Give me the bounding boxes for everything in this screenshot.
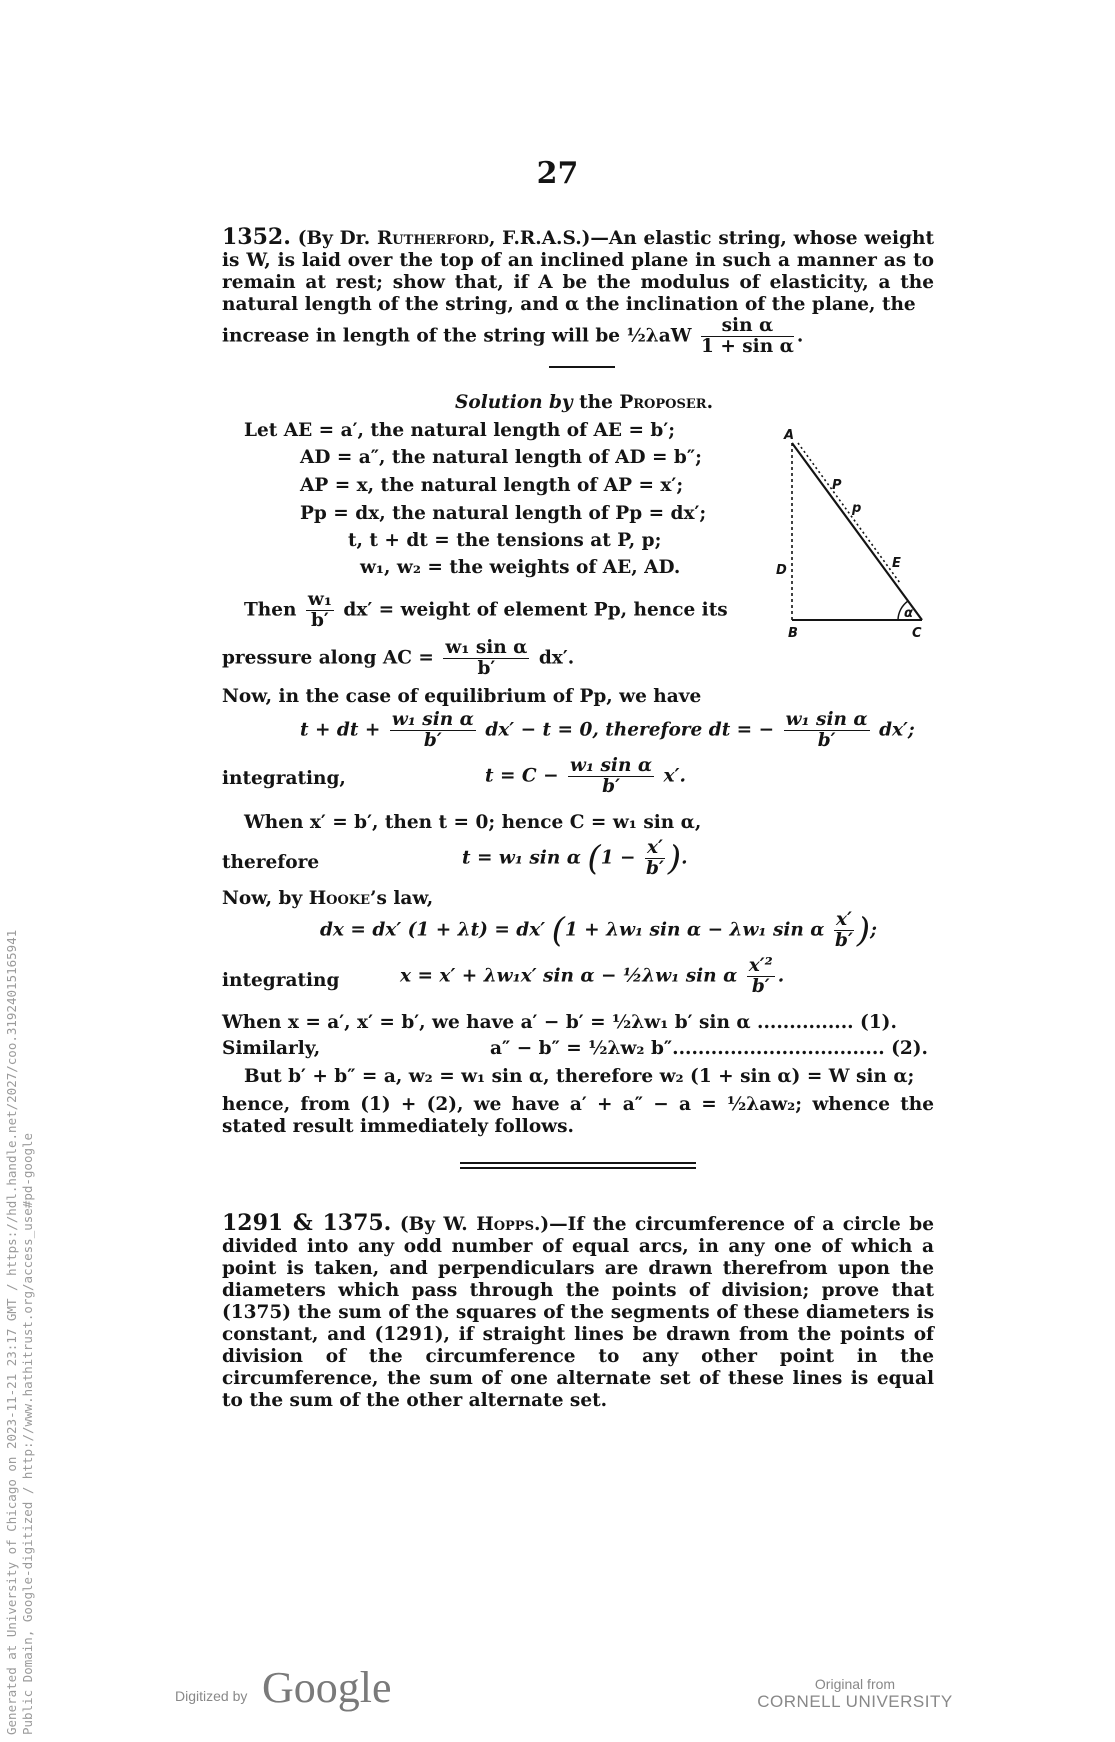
solution-heading bbox=[455, 392, 713, 413]
therefore-label: therefore bbox=[222, 852, 320, 873]
digitized-by-label: Digitized by bbox=[175, 1688, 248, 1704]
solution-the: the bbox=[572, 392, 620, 413]
problem-1352-statement bbox=[222, 226, 934, 316]
eq4-part-c: ; bbox=[870, 919, 878, 941]
eq4-paren-open: ( bbox=[551, 910, 565, 951]
author-name: Rutherford bbox=[376, 228, 489, 249]
result-numerator: sin α bbox=[701, 316, 794, 337]
equation-2 bbox=[485, 756, 686, 797]
eq2-fraction bbox=[568, 756, 654, 797]
page-number: 27 bbox=[536, 156, 579, 191]
when-line: When x′ = b′, then t = 0; hence C = w₁ sin α, bbox=[244, 812, 702, 833]
let-line-3: AP = x, the natural length of AP = x′; bbox=[300, 475, 684, 496]
pressure-denominator: b′ bbox=[477, 658, 496, 679]
provenance-line-2: Public Domain, Google-digitized / http://www.hathitrust.org/access_use#pd-google bbox=[20, 1132, 35, 1735]
byline-pre: (By Dr. bbox=[297, 228, 377, 249]
eq3-num: x′ bbox=[646, 837, 663, 858]
result-denominator: 1 + sin α bbox=[701, 336, 794, 357]
provenance-note bbox=[4, 930, 36, 1735]
then-text: dx′ = weight of element Pp, hence its bbox=[343, 599, 728, 621]
eq2-den: b′ bbox=[602, 776, 620, 797]
equation-5 bbox=[400, 956, 784, 997]
then-line bbox=[244, 590, 728, 631]
eq4-fraction bbox=[834, 910, 854, 951]
problem-text: —If the circumference of a circle be divided into any odd number of equal arcs, in any one of which a point is taken, and perpendiculars are drawn therefrom upon the diameters which pass through the points of division; prove that (1375) the sum of the squares of the segments of these diameters is constant, and (1291), if straight lines be drawn from the points of division of the circumference to any other point in the circumference, the sum of one alternate set of these lines is equal to the sum of the other alternate set. bbox=[222, 1214, 934, 1411]
problem-number: 1291 & 1375. bbox=[222, 1210, 392, 1236]
institution-name: CORNELL UNIVERSITY bbox=[757, 1692, 953, 1711]
byline-post: , F.R.A.S.) bbox=[488, 228, 591, 249]
google-logo: Google bbox=[262, 1663, 392, 1712]
eq3-fraction bbox=[645, 838, 665, 879]
short-divider bbox=[549, 366, 615, 368]
byline-post: .) bbox=[533, 1214, 550, 1235]
inclined-plane-diagram bbox=[770, 425, 940, 640]
pressure-line bbox=[222, 638, 574, 679]
let-line-1: Let AE = a′, the natural length of AE = b′; bbox=[244, 420, 676, 441]
eq1-part-c: dx′; bbox=[879, 719, 915, 741]
similarly-label: Similarly, bbox=[222, 1038, 321, 1059]
eq1-fraction-1 bbox=[390, 710, 476, 751]
then-numerator: w₁ bbox=[307, 589, 332, 610]
eq3-paren-open: ( bbox=[587, 838, 601, 879]
when-equation-1: When x = a′, x′ = b′, we have a′ − b′ = ½λw₁ b′ sin α ............... (1). bbox=[222, 1012, 897, 1033]
result-end: . bbox=[796, 325, 804, 347]
author-name: Hopps bbox=[476, 1214, 534, 1235]
eq2-part-b: x′. bbox=[663, 765, 686, 787]
hooke-name: Hooke bbox=[308, 888, 371, 909]
eq3-part-a: t = w₁ sin α bbox=[462, 847, 581, 869]
label-d: D bbox=[776, 563, 787, 578]
let-line-2: AD = a″, the natural length of AD = b″; bbox=[300, 447, 702, 468]
solution-by: Solution by bbox=[455, 392, 573, 413]
provenance-line-1: Generated at University of Chicago on 2023-11-21 23:17 GMT / https://hdl.handle.net/2027/coo.31924015165941 bbox=[4, 929, 19, 1735]
pressure-end: dx′. bbox=[538, 647, 575, 669]
equation-3 bbox=[462, 838, 688, 879]
double-rule-bottom bbox=[460, 1167, 696, 1169]
label-b: B bbox=[788, 626, 798, 640]
label-e: E bbox=[892, 556, 901, 571]
eq5-part-a: x = x′ + λw₁x′ sin α − ½λw₁ sin α bbox=[400, 965, 738, 987]
eq4-part-b: 1 + λw₁ sin α − λw₁ sin α bbox=[564, 919, 825, 941]
original-from-label: Original from bbox=[814, 1676, 896, 1692]
eq5-num: x′² bbox=[748, 955, 773, 976]
eq3-part-c: . bbox=[681, 847, 688, 869]
let-line-4: Pp = dx, the natural length of Pp = dx′; bbox=[300, 503, 707, 524]
eq1-part-b: dx′ − t = 0, therefore dt = − bbox=[485, 719, 775, 741]
double-rule-top bbox=[460, 1162, 696, 1164]
problem-1352-result bbox=[222, 316, 803, 357]
integrating-label-1: integrating, bbox=[222, 768, 346, 789]
eq1-num-1: w₁ sin α bbox=[391, 709, 474, 730]
equilibrium-line: Now, in the case of equilibrium of Pp, we have bbox=[222, 686, 702, 707]
integrating-label-2: integrating bbox=[222, 970, 340, 991]
eq2-part-a: t = C − bbox=[485, 765, 559, 787]
result-lead: increase in length of the string will be ½λaW bbox=[222, 325, 692, 347]
then-denominator: b′ bbox=[311, 610, 329, 631]
problem-text: —An elastic string, whose weight is W, is laid over the top of an inclined plane in such a manner as to remain at rest; show that, if A be the modulus of elasticity, a the natural length of the string, and α the inclination of the plane, the bbox=[222, 228, 934, 315]
pressure-numerator: w₁ sin α bbox=[445, 637, 528, 658]
eq2-num: w₁ sin α bbox=[570, 755, 653, 776]
original-from bbox=[740, 1676, 970, 1712]
eq5-fraction bbox=[747, 956, 775, 997]
eq1-part-a: t + dt + bbox=[300, 719, 381, 741]
hooke-pre: Now, by bbox=[222, 888, 309, 909]
solution-proposer: Proposer. bbox=[619, 392, 714, 413]
eq4-den: b′ bbox=[835, 930, 853, 951]
hooke-post: ’s law, bbox=[370, 888, 434, 909]
eq3-paren-close: ) bbox=[667, 838, 682, 879]
pressure-fraction bbox=[443, 638, 529, 679]
let-line-6: w₁, w₂ = the weights of AE, AD. bbox=[360, 557, 681, 578]
eq5-part-c: . bbox=[777, 965, 785, 987]
but-line: But b′ + b″ = a, w₂ = w₁ sin α, therefore w₂ (1 + sin α) = W sin α; bbox=[244, 1066, 915, 1087]
plane-hypotenuse bbox=[792, 443, 922, 620]
pressure-lead: pressure along AC = bbox=[222, 647, 434, 669]
result-fraction bbox=[701, 316, 794, 357]
eq1-den-2: b′ bbox=[817, 730, 836, 751]
label-p-upper: P bbox=[832, 478, 842, 493]
hence-paragraph: hence, from (1) + (2), we have a′ + a″ − a = ½λaw₂; whence the stated result immediately follows. bbox=[222, 1094, 934, 1137]
label-alpha: α bbox=[904, 606, 913, 621]
then-fraction bbox=[306, 590, 334, 631]
eq4-num: x′ bbox=[835, 909, 852, 930]
let-line-5: t, t + dt = the tensions at P, p; bbox=[348, 530, 662, 551]
eq1-den-1: b′ bbox=[423, 730, 442, 751]
then-word: Then bbox=[244, 599, 297, 621]
eq4-paren-close: ) bbox=[856, 910, 871, 951]
string-dotted bbox=[798, 443, 900, 583]
equation-4 bbox=[320, 910, 877, 951]
problem-1291-statement bbox=[222, 1212, 934, 1412]
eq3-den: b′ bbox=[646, 858, 664, 879]
label-p-lower: p bbox=[852, 501, 862, 516]
eq5-den: b′ bbox=[751, 976, 770, 997]
byline-pre: (By W. bbox=[399, 1214, 477, 1235]
eq1-fraction-2 bbox=[784, 710, 870, 751]
problem-number: 1352. bbox=[222, 224, 291, 250]
eq1-num-2: w₁ sin α bbox=[785, 709, 868, 730]
hooke-line bbox=[222, 888, 433, 909]
similarly-equation-2: a″ − b″ = ½λw₂ b″................................. (2). bbox=[490, 1038, 928, 1059]
label-a: A bbox=[784, 428, 795, 443]
eq4-part-a: dx = dx′ (1 + λt) = dx′ bbox=[320, 919, 546, 941]
equation-1 bbox=[300, 710, 915, 751]
eq3-part-b: 1 − bbox=[600, 847, 636, 869]
label-c: C bbox=[912, 626, 922, 640]
